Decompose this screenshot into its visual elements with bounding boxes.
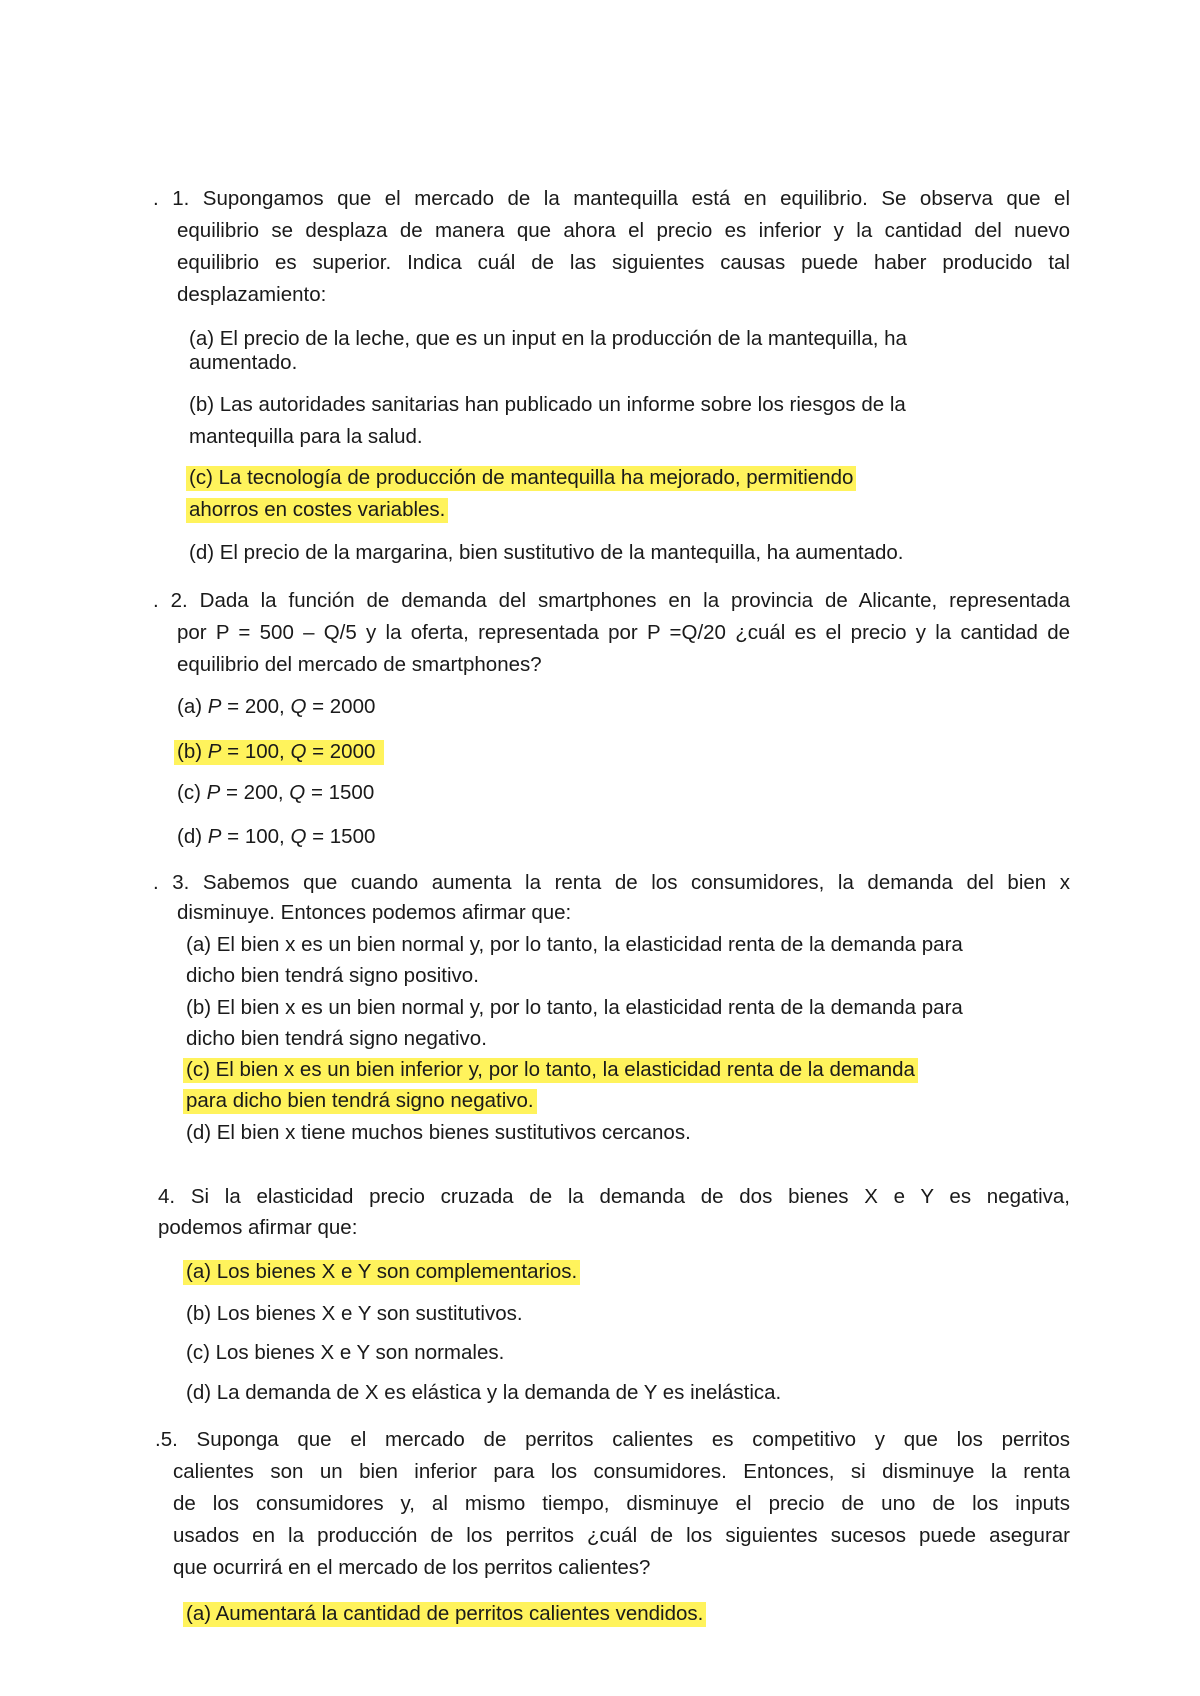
question-1-option-b-line-1: (b) Las autoridades sanitarias han publicado un informe sobre los riesgos de la	[189, 393, 906, 416]
question-2-stem-line-1: . 2. Dada la función de demanda del smartphones en la provincia de Alicante, representada	[153, 589, 1070, 612]
question-3-option-a-line-1: (a) El bien x es un bien normal y, por lo tanto, la elasticidad renta de la demanda para	[186, 933, 963, 956]
question-4-option-d: (d) La demanda de X es elástica y la demanda de Y es inelástica.	[186, 1381, 782, 1404]
question-1-stem-line-3: equilibrio es superior. Indica cuál de las siguientes causas puede haber producido tal	[177, 251, 1070, 274]
question-1-option-c-line-1	[186, 465, 856, 491]
question-3-stem-line-2: disminuye. Entonces podemos afirmar que:	[177, 901, 572, 924]
question-1-option-b-line-2: mantequilla para la salud.	[189, 425, 423, 448]
question-4-option-c: (c) Los bienes X e Y son normales.	[186, 1341, 505, 1364]
question-4-option-b: (b) Los bienes X e Y son sustitutivos.	[186, 1302, 523, 1325]
question-5-stem-line-2: calientes son un bien inferior para los consumidores. Entonces, si disminuye la renta	[173, 1460, 1070, 1483]
question-2-option-d: (d) P = 100, Q = 1500	[177, 825, 376, 848]
question-3-option-c-line-2	[183, 1088, 537, 1114]
question-5-stem-line-3: de los consumidores y, al mismo tiempo, disminuye el precio de uno de los inputs	[173, 1492, 1070, 1515]
question-2-option-a: (a) P = 200, Q = 2000	[177, 695, 376, 718]
question-5-stem-line-4: usados en la producción de los perritos ¿cuál de los siguientes sucesos puede asegurar	[173, 1524, 1070, 1547]
highlight: (c) La tecnología de producción de mantequilla ha mejorado, permitiendo	[186, 466, 856, 491]
question-1-stem-line-1: . 1. Supongamos que el mercado de la mantequilla está en equilibrio. Se observa que el	[153, 187, 1070, 210]
highlight: ahorros en costes variables.	[186, 498, 448, 523]
highlight: (a) Los bienes X e Y son complementarios.	[183, 1260, 580, 1285]
question-1-option-a-line-1: (a) El precio de la leche, que es un input en la producción de la mantequilla, ha	[189, 327, 907, 350]
question-5-stem-line-1: .5. Suponga que el mercado de perritos calientes es competitivo y que los perritos	[155, 1428, 1070, 1451]
question-1-stem-line-2: equilibrio se desplaza de manera que ahora el precio es inferior y la cantidad del nuevo	[177, 219, 1070, 242]
question-3-option-d: (d) El bien x tiene muchos bienes sustitutivos cercanos.	[186, 1121, 691, 1144]
question-3-option-b-line-1: (b) El bien x es un bien normal y, por lo tanto, la elasticidad renta de la demanda para	[186, 996, 963, 1019]
question-5-option-a	[183, 1601, 706, 1627]
question-2-option-b	[174, 739, 384, 765]
question-4-stem-line-2: podemos afirmar que:	[158, 1216, 358, 1239]
question-4-option-a	[183, 1259, 580, 1285]
highlight: (c) El bien x es un bien inferior y, por lo tanto, la elasticidad renta de la demanda	[183, 1058, 918, 1083]
highlight: para dicho bien tendrá signo negativo.	[183, 1089, 537, 1114]
question-2-stem-line-2: por P = 500 – Q/5 y la oferta, representada por P =Q/20 ¿cuál es el precio y la cantidad de	[177, 621, 1070, 644]
question-3-option-a-line-2: dicho bien tendrá signo positivo.	[186, 964, 479, 987]
question-3-option-c-line-1	[183, 1057, 918, 1083]
question-1-option-d: (d) El precio de la margarina, bien sustitutivo de la mantequilla, ha aumentado.	[189, 541, 904, 564]
question-4-stem-line-1: 4. Si la elasticidad precio cruzada de la demanda de dos bienes X e Y es negativa,	[158, 1185, 1070, 1208]
question-1-stem-line-4: desplazamiento:	[177, 283, 327, 306]
question-1-option-a-line-2: aumentado.	[189, 351, 298, 374]
question-3-option-b-line-2: dicho bien tendrá signo negativo.	[186, 1027, 487, 1050]
question-3-stem-line-1: . 3. Sabemos que cuando aumenta la renta de los consumidores, la demanda del bien x	[153, 871, 1070, 894]
question-2-stem-line-3: equilibrio del mercado de smartphones?	[177, 653, 542, 676]
question-2-option-c: (c) P = 200, Q = 1500	[177, 781, 375, 804]
highlight: (b) P = 100, Q = 2000	[174, 740, 384, 765]
question-5-stem-line-5: que ocurrirá en el mercado de los perritos calientes?	[173, 1556, 651, 1579]
highlight: (a) Aumentará la cantidad de perritos calientes vendidos.	[183, 1602, 706, 1627]
question-1-option-c-line-2	[186, 497, 448, 523]
